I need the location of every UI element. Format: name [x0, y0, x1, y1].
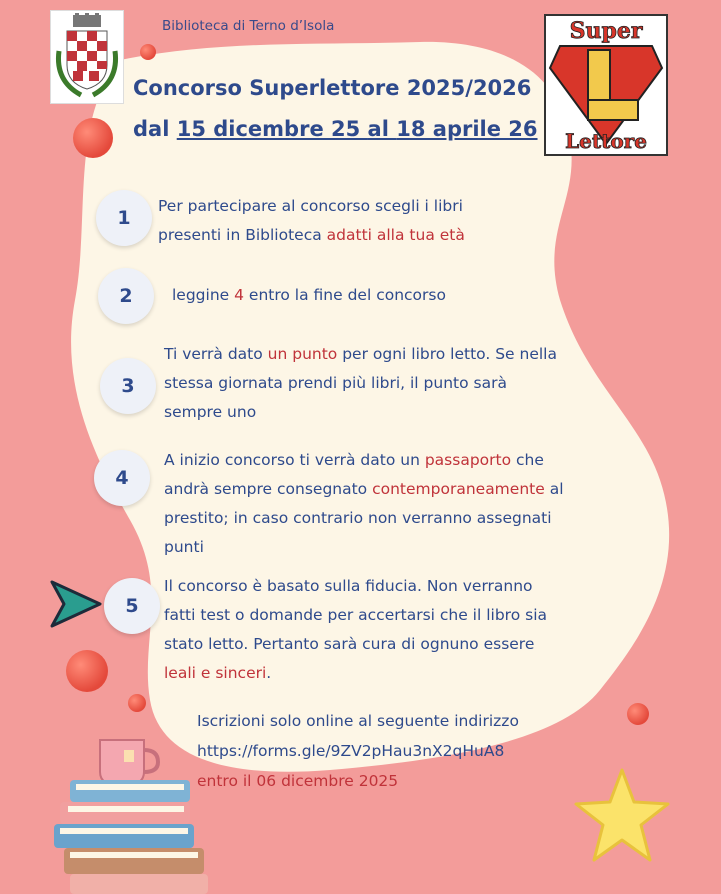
step-4-line: punti: [164, 538, 204, 556]
step-number-2: 2: [98, 268, 154, 324]
step-number-4: 4: [94, 450, 150, 506]
dates-mid: al: [367, 117, 397, 141]
dates-prefix: dal: [133, 117, 177, 141]
municipal-crest: [50, 10, 124, 104]
step-3-text: Ti verrà dato un punto per ogni libro letto. Se nella stessa giornata prendi più libri, il punto sarà sempre uno: [164, 340, 557, 427]
start-date: 15 dicembre 25: [176, 117, 368, 141]
decorative-ball: [627, 703, 649, 725]
decorative-ball: [140, 44, 156, 60]
logo-bottom-word: Lettore: [565, 129, 647, 153]
contest-title: Concorso Superlettore 2025/2026: [133, 76, 532, 100]
registration-url-link[interactable]: https://forms.gle/9ZV2pHau3nX2qHuA8: [197, 742, 505, 760]
registration-info: [197, 706, 519, 796]
step-5-line: Il concorso è basato sulla fiducia. Non verranno: [164, 577, 533, 595]
step-2-text: leggine 4 entro la fine del concorso: [172, 286, 446, 304]
step-1-line: Per partecipare al concorso scegli i libri: [158, 197, 463, 215]
step-number-3: 3: [100, 358, 156, 414]
step-5-text: Il concorso è basato sulla fiducia. Non verranno fatti test o domande per accertarsi che il libro sia stato letto. Pertanto sarà cura di ognuno essere leali e sinceri.: [164, 572, 547, 688]
logo-top-word: Super: [569, 18, 643, 44]
end-date: 18 aprile 26: [396, 117, 538, 141]
decorative-ball: [66, 650, 108, 692]
registration-line: Iscrizioni solo online al seguente indirizzo: [197, 712, 519, 730]
decorative-ball: [73, 118, 113, 158]
arrow-right-icon: [48, 578, 104, 630]
step-4-highlight: contemporaneamente: [372, 480, 545, 498]
step-number-5: 5: [104, 578, 160, 634]
star-icon: [570, 764, 674, 868]
decorative-ball: [128, 694, 146, 712]
books-stack-icon: [40, 720, 220, 894]
contest-dates: [133, 117, 538, 141]
step-5-line: fatti test o domande per accertarsi che il libro sia: [164, 606, 547, 624]
step-1-highlight: adatti alla tua età: [326, 226, 465, 244]
step-2-highlight: 4: [234, 286, 244, 304]
step-1-text: [158, 192, 465, 250]
registration-deadline: entro il 06 dicembre 2025: [197, 772, 399, 790]
step-3-line: stessa giornata prendi più libri, il punto sarà: [164, 374, 507, 392]
step-4-highlight: passaporto: [424, 451, 512, 469]
step-4-text: A inizio concorso ti verrà dato un passaporto che andrà sempre consegnato contemporaneamente al prestito; in caso contrario non verranno assegnati punti: [164, 446, 564, 562]
step-3-line: sempre uno: [164, 403, 257, 421]
step-3-highlight: un punto: [267, 345, 338, 363]
library-name: Biblioteca di Terno d’Isola: [162, 18, 335, 34]
step-5-line: stato letto. Pertanto sarà cura di ognuno essere: [164, 635, 535, 653]
step-4-line: prestito; in caso contrario non verranno assegnati: [164, 509, 552, 527]
superlettore-logo: [544, 14, 668, 156]
step-1-line: presenti in Biblioteca adatti alla tua età: [158, 226, 465, 244]
step-number-1: 1: [96, 190, 152, 246]
step-5-highlight: leali e sinceri: [164, 664, 267, 682]
